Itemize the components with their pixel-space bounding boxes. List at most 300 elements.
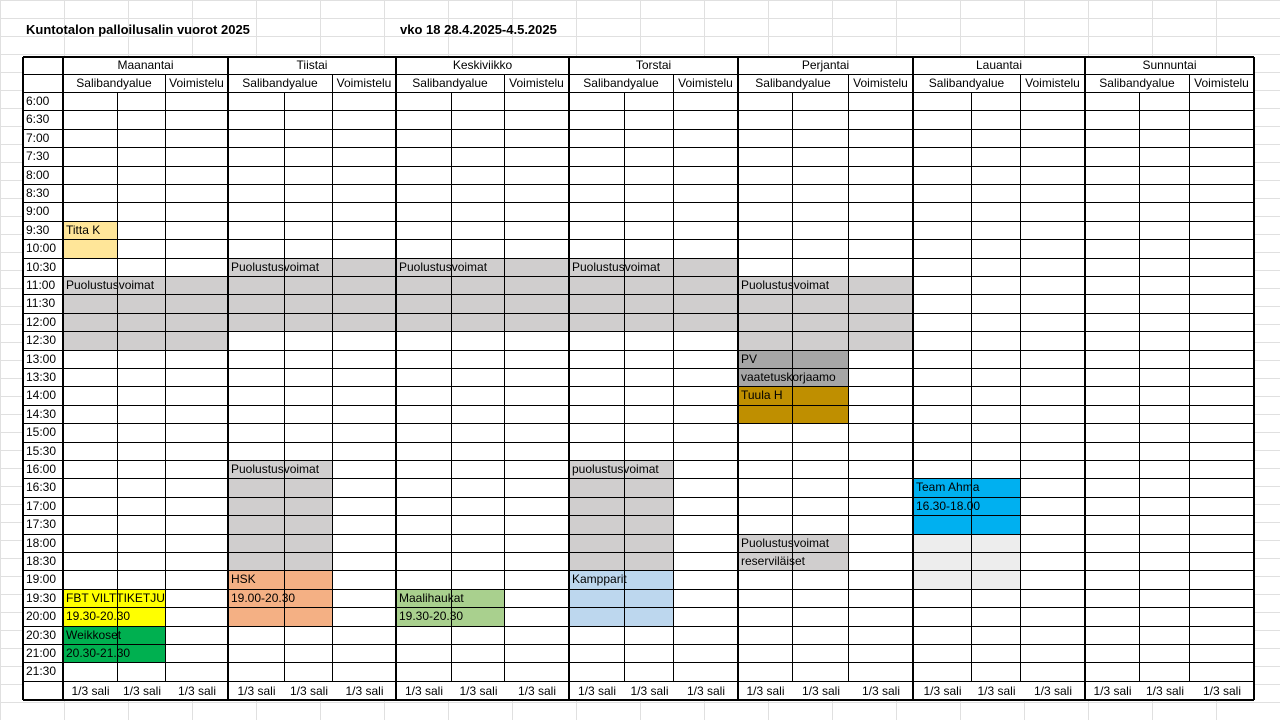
booking-block[interactable] (118, 332, 166, 350)
schedule-cell[interactable] (1085, 608, 1140, 626)
schedule-cell[interactable] (738, 424, 793, 442)
schedule-cell[interactable] (452, 424, 505, 442)
schedule-cell[interactable] (118, 240, 166, 258)
schedule-cell[interactable] (452, 240, 505, 258)
schedule-cell[interactable] (849, 167, 913, 185)
schedule-cell[interactable] (793, 148, 849, 166)
schedule-cell[interactable] (396, 203, 452, 221)
booking-block[interactable] (63, 627, 118, 645)
schedule-cell[interactable] (913, 663, 972, 681)
schedule-cell[interactable] (674, 332, 738, 350)
schedule-cell[interactable] (1190, 148, 1254, 166)
booking-block[interactable] (569, 535, 625, 553)
booking-block[interactable] (972, 571, 1021, 589)
booking-block[interactable] (849, 332, 913, 350)
schedule-cell[interactable] (452, 222, 505, 240)
schedule-cell[interactable] (118, 443, 166, 461)
booking-block[interactable] (625, 553, 674, 571)
schedule-cell[interactable] (625, 443, 674, 461)
schedule-cell[interactable] (793, 222, 849, 240)
schedule-cell[interactable] (913, 148, 972, 166)
schedule-cell[interactable] (333, 645, 396, 663)
booking-block[interactable] (285, 461, 333, 479)
schedule-cell[interactable] (913, 461, 972, 479)
schedule-cell[interactable] (118, 93, 166, 111)
booking-block[interactable] (738, 314, 793, 332)
schedule-cell[interactable] (1190, 185, 1254, 203)
schedule-cell[interactable] (913, 387, 972, 405)
schedule-cell[interactable] (913, 314, 972, 332)
schedule-cell[interactable] (396, 93, 452, 111)
schedule-cell[interactable] (849, 203, 913, 221)
booking-block[interactable] (333, 314, 396, 332)
schedule-cell[interactable] (228, 111, 285, 129)
schedule-cell[interactable] (333, 369, 396, 387)
schedule-cell[interactable] (228, 351, 285, 369)
schedule-cell[interactable] (63, 111, 118, 129)
schedule-cell[interactable] (913, 295, 972, 313)
schedule-cell[interactable] (1021, 167, 1085, 185)
schedule-cell[interactable] (396, 240, 452, 258)
schedule-cell[interactable] (849, 369, 913, 387)
schedule-cell[interactable] (1021, 535, 1085, 553)
schedule-cell[interactable] (793, 627, 849, 645)
schedule-cell[interactable] (569, 369, 625, 387)
schedule-cell[interactable] (452, 148, 505, 166)
schedule-cell[interactable] (569, 203, 625, 221)
booking-block[interactable] (452, 608, 505, 626)
schedule-cell[interactable] (849, 424, 913, 442)
schedule-cell[interactable] (228, 240, 285, 258)
schedule-cell[interactable] (452, 553, 505, 571)
booking-block[interactable] (674, 259, 738, 277)
schedule-cell[interactable] (285, 185, 333, 203)
schedule-cell[interactable] (674, 387, 738, 405)
schedule-cell[interactable] (166, 406, 228, 424)
schedule-cell[interactable] (452, 167, 505, 185)
schedule-cell[interactable] (793, 645, 849, 663)
schedule-cell[interactable] (505, 553, 569, 571)
booking-block[interactable] (396, 608, 452, 626)
booking-block[interactable] (228, 277, 285, 295)
schedule-cell[interactable] (849, 553, 913, 571)
schedule-cell[interactable] (738, 571, 793, 589)
schedule-cell[interactable] (452, 571, 505, 589)
schedule-cell[interactable] (849, 498, 913, 516)
schedule-cell[interactable] (1021, 443, 1085, 461)
schedule-cell[interactable] (166, 130, 228, 148)
schedule-cell[interactable] (166, 259, 228, 277)
schedule-cell[interactable] (333, 627, 396, 645)
schedule-cell[interactable] (674, 553, 738, 571)
schedule-cell[interactable] (333, 498, 396, 516)
schedule-cell[interactable] (396, 627, 452, 645)
schedule-cell[interactable] (396, 516, 452, 534)
booking-block[interactable] (569, 608, 625, 626)
booking-block[interactable] (63, 240, 118, 258)
schedule-cell[interactable] (738, 479, 793, 497)
booking-block[interactable] (505, 277, 569, 295)
schedule-cell[interactable] (849, 406, 913, 424)
schedule-cell[interactable] (849, 130, 913, 148)
schedule-cell[interactable] (118, 351, 166, 369)
schedule-cell[interactable] (674, 571, 738, 589)
schedule-cell[interactable] (285, 332, 333, 350)
schedule-cell[interactable] (738, 590, 793, 608)
schedule-cell[interactable] (228, 332, 285, 350)
schedule-cell[interactable] (738, 130, 793, 148)
schedule-cell[interactable] (849, 222, 913, 240)
schedule-cell[interactable] (333, 406, 396, 424)
booking-block[interactable] (972, 535, 1021, 553)
schedule-cell[interactable] (1190, 424, 1254, 442)
booking-block[interactable] (285, 553, 333, 571)
schedule-cell[interactable] (118, 203, 166, 221)
schedule-cell[interactable] (1140, 332, 1190, 350)
schedule-cell[interactable] (285, 111, 333, 129)
schedule-cell[interactable] (452, 627, 505, 645)
schedule-cell[interactable] (1085, 553, 1140, 571)
schedule-cell[interactable] (1140, 203, 1190, 221)
schedule-cell[interactable] (972, 461, 1021, 479)
schedule-cell[interactable] (118, 111, 166, 129)
schedule-cell[interactable] (1190, 351, 1254, 369)
schedule-cell[interactable] (228, 93, 285, 111)
schedule-cell[interactable] (1085, 332, 1140, 350)
schedule-cell[interactable] (1140, 222, 1190, 240)
booking-block[interactable] (793, 387, 849, 405)
schedule-cell[interactable] (1140, 590, 1190, 608)
booking-block[interactable] (738, 332, 793, 350)
schedule-cell[interactable] (913, 222, 972, 240)
schedule-cell[interactable] (118, 148, 166, 166)
booking-block[interactable] (285, 535, 333, 553)
schedule-cell[interactable] (849, 461, 913, 479)
booking-block[interactable] (166, 295, 228, 313)
schedule-cell[interactable] (505, 222, 569, 240)
schedule-cell[interactable] (333, 424, 396, 442)
schedule-cell[interactable] (452, 535, 505, 553)
schedule-cell[interactable] (285, 645, 333, 663)
schedule-cell[interactable] (674, 93, 738, 111)
schedule-cell[interactable] (285, 222, 333, 240)
schedule-cell[interactable] (972, 295, 1021, 313)
schedule-cell[interactable] (972, 240, 1021, 258)
schedule-cell[interactable] (972, 148, 1021, 166)
schedule-cell[interactable] (738, 203, 793, 221)
booking-block[interactable] (793, 332, 849, 350)
booking-block[interactable] (674, 277, 738, 295)
schedule-cell[interactable] (1190, 516, 1254, 534)
schedule-cell[interactable] (333, 130, 396, 148)
schedule-cell[interactable] (333, 571, 396, 589)
schedule-cell[interactable] (849, 479, 913, 497)
schedule-cell[interactable] (228, 663, 285, 681)
schedule-cell[interactable] (913, 130, 972, 148)
booking-block[interactable] (285, 498, 333, 516)
schedule-cell[interactable] (1140, 479, 1190, 497)
schedule-cell[interactable] (738, 222, 793, 240)
schedule-cell[interactable] (1140, 571, 1190, 589)
booking-block[interactable] (849, 295, 913, 313)
schedule-cell[interactable] (505, 571, 569, 589)
schedule-cell[interactable] (1190, 553, 1254, 571)
schedule-cell[interactable] (1140, 645, 1190, 663)
schedule-cell[interactable] (913, 424, 972, 442)
schedule-cell[interactable] (1140, 535, 1190, 553)
booking-block[interactable] (505, 314, 569, 332)
schedule-cell[interactable] (452, 332, 505, 350)
booking-block[interactable] (396, 295, 452, 313)
booking-block[interactable] (569, 277, 625, 295)
schedule-cell[interactable] (1190, 130, 1254, 148)
schedule-cell[interactable] (1140, 627, 1190, 645)
schedule-cell[interactable] (1085, 351, 1140, 369)
schedule-cell[interactable] (63, 571, 118, 589)
schedule-cell[interactable] (1085, 516, 1140, 534)
schedule-cell[interactable] (333, 461, 396, 479)
schedule-cell[interactable] (972, 424, 1021, 442)
booking-block[interactable] (166, 332, 228, 350)
booking-block[interactable] (228, 571, 285, 589)
booking-block[interactable] (452, 590, 505, 608)
schedule-cell[interactable] (1021, 351, 1085, 369)
schedule-cell[interactable] (1190, 645, 1254, 663)
schedule-cell[interactable] (674, 424, 738, 442)
schedule-cell[interactable] (396, 535, 452, 553)
booking-block[interactable] (913, 479, 972, 497)
schedule-cell[interactable] (1190, 387, 1254, 405)
schedule-cell[interactable] (738, 93, 793, 111)
booking-block[interactable] (913, 516, 972, 534)
schedule-cell[interactable] (849, 240, 913, 258)
schedule-cell[interactable] (793, 424, 849, 442)
schedule-cell[interactable] (1021, 295, 1085, 313)
schedule-cell[interactable] (166, 498, 228, 516)
schedule-cell[interactable] (913, 406, 972, 424)
schedule-cell[interactable] (333, 148, 396, 166)
schedule-cell[interactable] (1085, 498, 1140, 516)
schedule-cell[interactable] (505, 167, 569, 185)
schedule-cell[interactable] (118, 498, 166, 516)
schedule-cell[interactable] (849, 111, 913, 129)
schedule-cell[interactable] (505, 498, 569, 516)
booking-block[interactable] (569, 590, 625, 608)
schedule-cell[interactable] (1190, 93, 1254, 111)
schedule-cell[interactable] (972, 387, 1021, 405)
schedule-cell[interactable] (118, 259, 166, 277)
schedule-cell[interactable] (166, 222, 228, 240)
schedule-cell[interactable] (972, 369, 1021, 387)
schedule-cell[interactable] (793, 479, 849, 497)
booking-block[interactable] (972, 498, 1021, 516)
booking-block[interactable] (63, 295, 118, 313)
schedule-cell[interactable] (1085, 535, 1140, 553)
schedule-cell[interactable] (625, 369, 674, 387)
booking-block[interactable] (738, 351, 793, 369)
schedule-cell[interactable] (118, 553, 166, 571)
schedule-cell[interactable] (118, 130, 166, 148)
schedule-cell[interactable] (396, 645, 452, 663)
schedule-cell[interactable] (913, 277, 972, 295)
schedule-cell[interactable] (913, 443, 972, 461)
booking-block[interactable] (793, 535, 849, 553)
schedule-cell[interactable] (63, 369, 118, 387)
booking-block[interactable] (913, 571, 972, 589)
schedule-cell[interactable] (228, 185, 285, 203)
booking-block[interactable] (285, 590, 333, 608)
schedule-cell[interactable] (793, 571, 849, 589)
schedule-cell[interactable] (849, 571, 913, 589)
schedule-cell[interactable] (228, 167, 285, 185)
schedule-cell[interactable] (1021, 663, 1085, 681)
booking-block[interactable] (166, 277, 228, 295)
schedule-cell[interactable] (569, 332, 625, 350)
schedule-cell[interactable] (674, 222, 738, 240)
schedule-cell[interactable] (674, 369, 738, 387)
schedule-cell[interactable] (1190, 571, 1254, 589)
schedule-cell[interactable] (285, 424, 333, 442)
schedule-cell[interactable] (505, 645, 569, 663)
schedule-cell[interactable] (396, 663, 452, 681)
schedule-cell[interactable] (1190, 295, 1254, 313)
schedule-cell[interactable] (452, 111, 505, 129)
schedule-cell[interactable] (972, 259, 1021, 277)
schedule-cell[interactable] (228, 424, 285, 442)
booking-block[interactable] (396, 314, 452, 332)
booking-block[interactable] (118, 645, 166, 663)
schedule-cell[interactable] (63, 443, 118, 461)
booking-block[interactable] (118, 590, 166, 608)
schedule-cell[interactable] (738, 627, 793, 645)
schedule-cell[interactable] (1190, 443, 1254, 461)
booking-block[interactable] (452, 277, 505, 295)
booking-block[interactable] (285, 314, 333, 332)
schedule-cell[interactable] (913, 240, 972, 258)
schedule-cell[interactable] (738, 148, 793, 166)
booking-block[interactable] (913, 498, 972, 516)
schedule-cell[interactable] (972, 590, 1021, 608)
schedule-cell[interactable] (333, 608, 396, 626)
schedule-cell[interactable] (396, 351, 452, 369)
schedule-cell[interactable] (505, 406, 569, 424)
schedule-cell[interactable] (1140, 461, 1190, 479)
schedule-cell[interactable] (1085, 277, 1140, 295)
schedule-cell[interactable] (1021, 424, 1085, 442)
schedule-cell[interactable] (333, 111, 396, 129)
schedule-cell[interactable] (738, 498, 793, 516)
schedule-cell[interactable] (166, 424, 228, 442)
schedule-cell[interactable] (166, 203, 228, 221)
booking-block[interactable] (569, 516, 625, 534)
schedule-cell[interactable] (1021, 406, 1085, 424)
booking-block[interactable] (738, 387, 793, 405)
schedule-cell[interactable] (1140, 663, 1190, 681)
schedule-cell[interactable] (396, 387, 452, 405)
booking-block[interactable] (228, 553, 285, 571)
schedule-cell[interactable] (1190, 332, 1254, 350)
schedule-cell[interactable] (1140, 111, 1190, 129)
schedule-cell[interactable] (166, 148, 228, 166)
schedule-cell[interactable] (1085, 443, 1140, 461)
schedule-cell[interactable] (793, 443, 849, 461)
booking-block[interactable] (913, 535, 972, 553)
schedule-cell[interactable] (1021, 93, 1085, 111)
schedule-cell[interactable] (625, 240, 674, 258)
schedule-cell[interactable] (674, 627, 738, 645)
booking-block[interactable] (63, 645, 118, 663)
schedule-cell[interactable] (452, 406, 505, 424)
schedule-cell[interactable] (849, 535, 913, 553)
schedule-cell[interactable] (625, 387, 674, 405)
schedule-cell[interactable] (452, 479, 505, 497)
booking-block[interactable] (333, 295, 396, 313)
schedule-cell[interactable] (166, 111, 228, 129)
booking-block[interactable] (625, 259, 674, 277)
schedule-cell[interactable] (972, 93, 1021, 111)
schedule-cell[interactable] (63, 351, 118, 369)
schedule-cell[interactable] (625, 203, 674, 221)
schedule-cell[interactable] (333, 479, 396, 497)
booking-block[interactable] (738, 277, 793, 295)
schedule-cell[interactable] (674, 203, 738, 221)
schedule-cell[interactable] (333, 203, 396, 221)
schedule-cell[interactable] (849, 387, 913, 405)
schedule-cell[interactable] (972, 130, 1021, 148)
schedule-cell[interactable] (1085, 645, 1140, 663)
schedule-cell[interactable] (1190, 461, 1254, 479)
booking-block[interactable] (228, 590, 285, 608)
schedule-cell[interactable] (625, 406, 674, 424)
schedule-cell[interactable] (569, 387, 625, 405)
schedule-cell[interactable] (972, 351, 1021, 369)
schedule-cell[interactable] (1140, 167, 1190, 185)
booking-block[interactable] (569, 259, 625, 277)
booking-block[interactable] (625, 535, 674, 553)
schedule-cell[interactable] (674, 590, 738, 608)
schedule-cell[interactable] (1021, 645, 1085, 663)
schedule-cell[interactable] (118, 663, 166, 681)
schedule-cell[interactable] (1021, 590, 1085, 608)
schedule-cell[interactable] (505, 479, 569, 497)
schedule-cell[interactable] (228, 203, 285, 221)
schedule-cell[interactable] (1021, 222, 1085, 240)
schedule-cell[interactable] (63, 406, 118, 424)
schedule-cell[interactable] (1190, 498, 1254, 516)
schedule-cell[interactable] (505, 111, 569, 129)
schedule-cell[interactable] (1021, 461, 1085, 479)
schedule-cell[interactable] (1190, 167, 1254, 185)
booking-block[interactable] (118, 314, 166, 332)
schedule-cell[interactable] (1085, 111, 1140, 129)
schedule-cell[interactable] (63, 535, 118, 553)
booking-block[interactable] (285, 571, 333, 589)
schedule-cell[interactable] (166, 443, 228, 461)
schedule-cell[interactable] (285, 443, 333, 461)
schedule-cell[interactable] (505, 608, 569, 626)
booking-block[interactable] (228, 314, 285, 332)
schedule-cell[interactable] (1190, 663, 1254, 681)
schedule-cell[interactable] (228, 645, 285, 663)
schedule-cell[interactable] (793, 185, 849, 203)
schedule-cell[interactable] (285, 203, 333, 221)
schedule-cell[interactable] (118, 461, 166, 479)
schedule-cell[interactable] (452, 645, 505, 663)
schedule-cell[interactable] (1021, 111, 1085, 129)
schedule-cell[interactable] (333, 387, 396, 405)
schedule-cell[interactable] (228, 406, 285, 424)
schedule-cell[interactable] (569, 351, 625, 369)
